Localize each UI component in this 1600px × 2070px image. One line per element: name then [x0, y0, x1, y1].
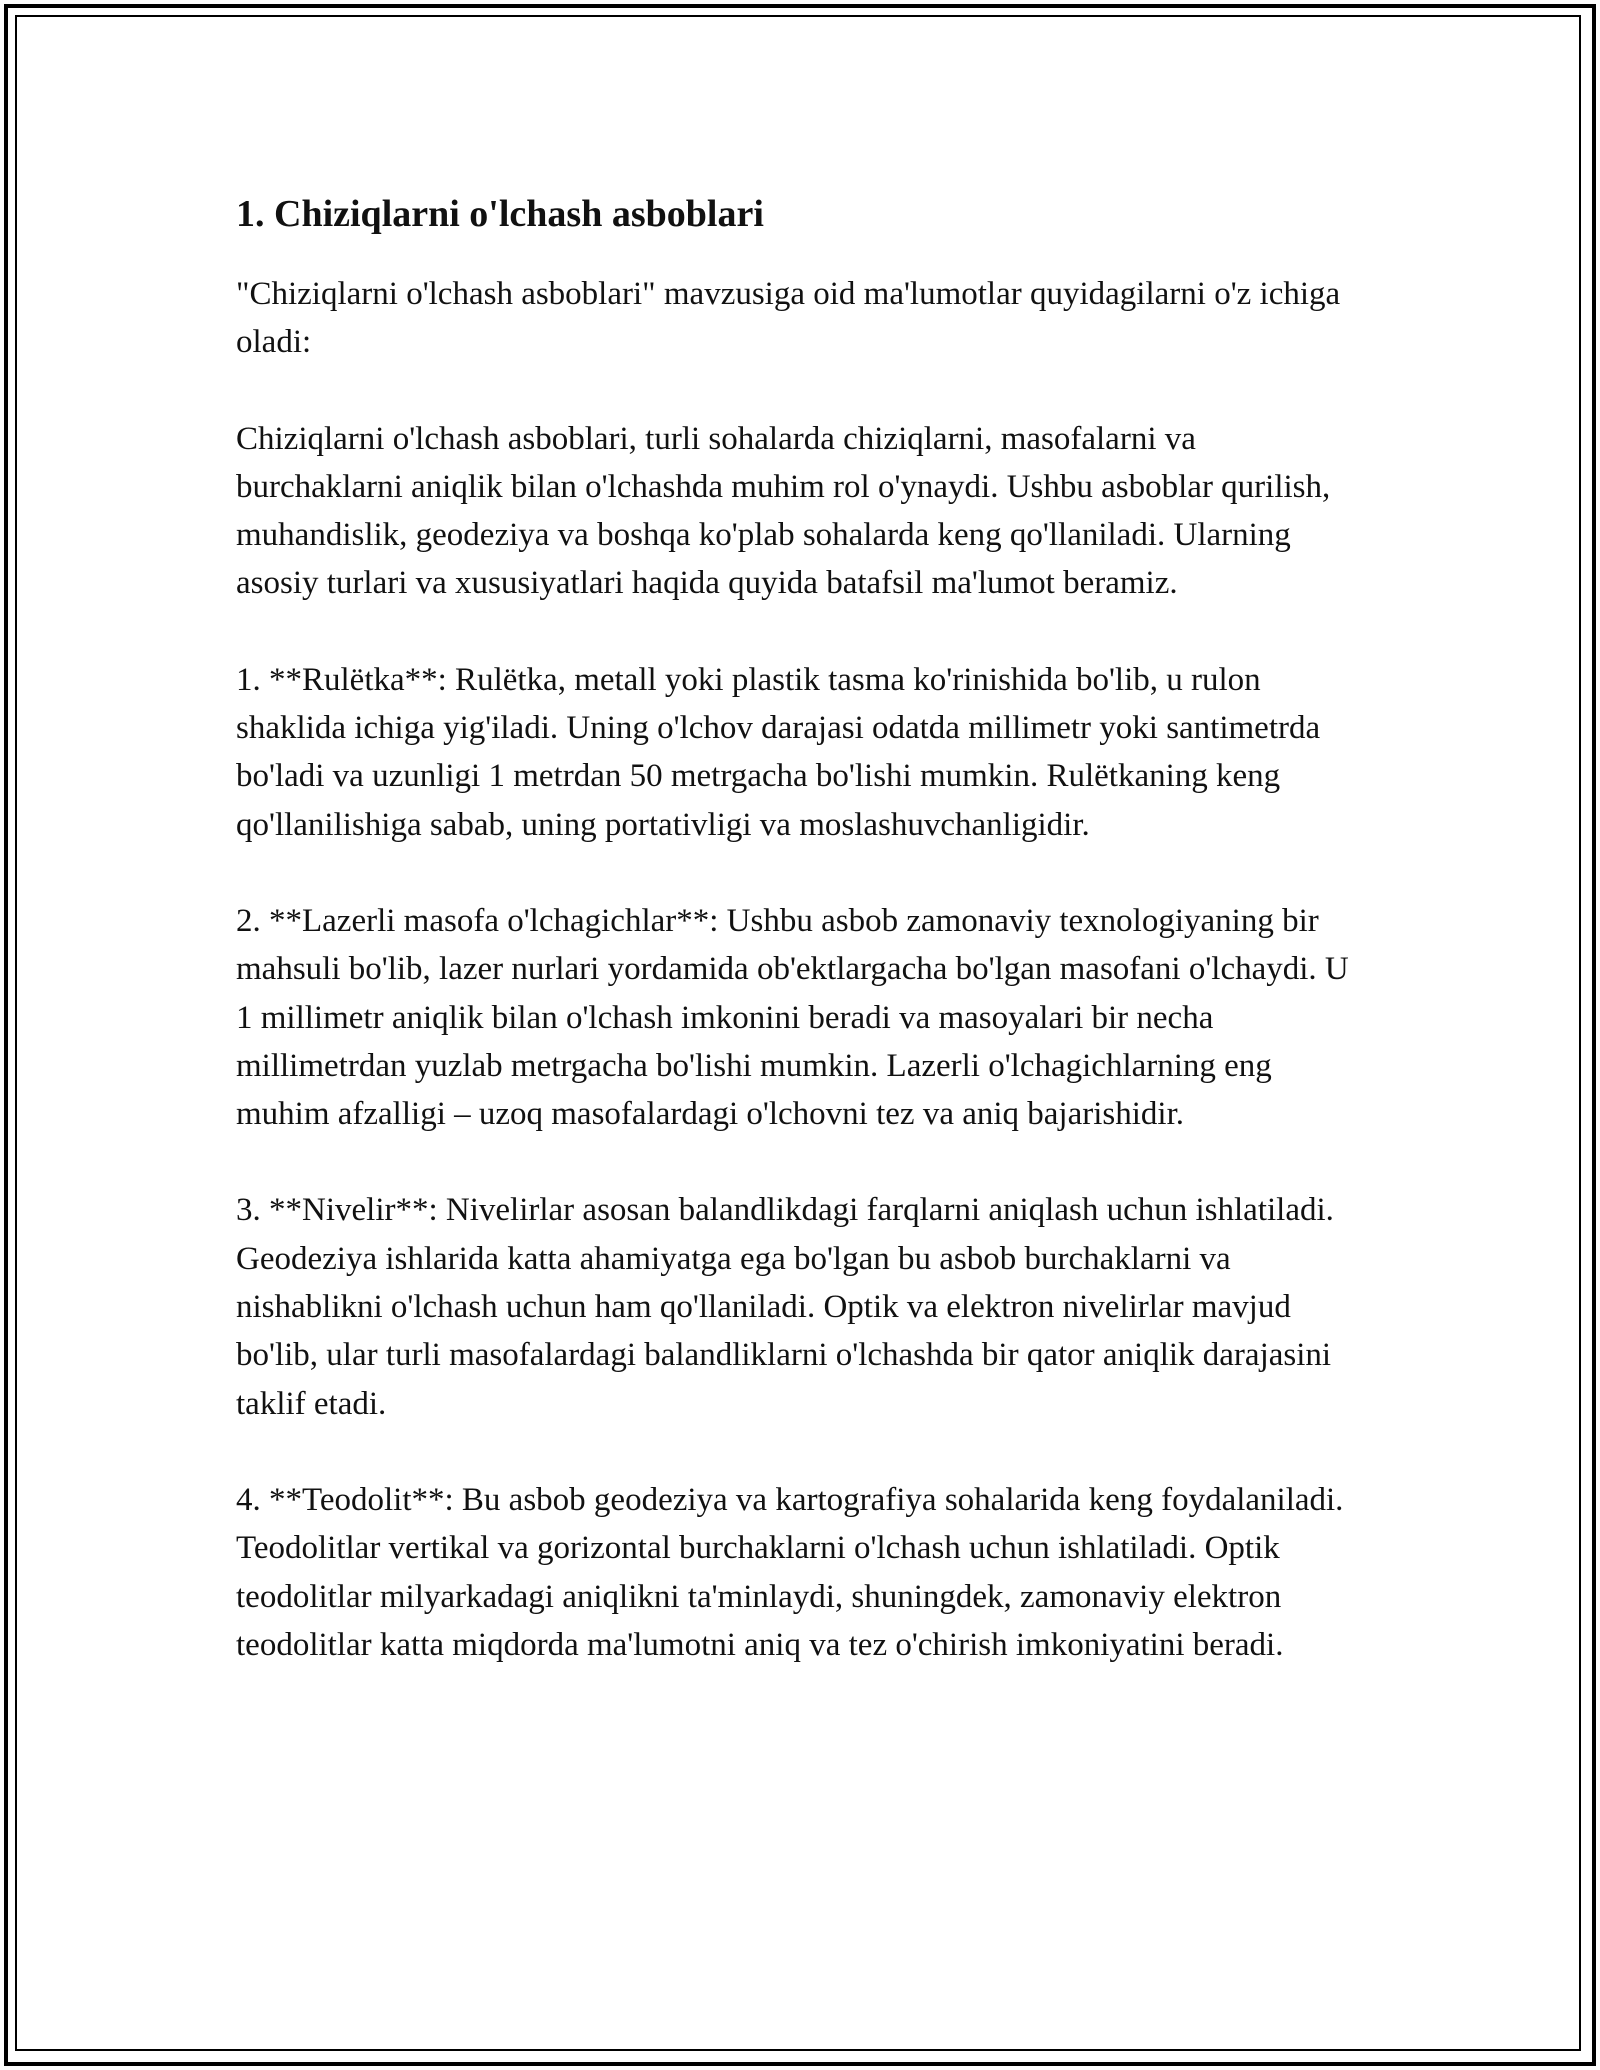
document-title: 1. Chiziqlarni o'lchash asboblari [236, 193, 764, 235]
document-body [236, 186, 1366, 1717]
overview-paragraph: Chiziqlarni o'lchash asboblari, turli sohalarda chiziqlarni, masofalarni va burchaklarni aniqlik bilan o'lchashda muhim rol o'ynaydi. Ushbu asboblar qurilish, muhandislik, geodeziya va boshqa ko'plab sohalarda keng qo'llaniladi. Ularning asosiy turlari va xususiyatlari haqida quyida batafsil ma'lumot beramiz. [236, 420, 1331, 602]
item-nivelir-paragraph: 3. **Nivelir**: Nivelirlar asosan balandlikdagi farqlarni aniqlash uchun ishlatiladi. Geodeziya ishlarida katta ahamiyatga ega bo'lgan bu asbob burchaklarni va nishablikni o'lchash uchun ham qo'llaniladi. Optik va elektron nivelirlar mavjud bo'lib, ular turli masofalardagi balandliklarni o'lchashda bir qator aniqlik darajasini taklif etadi. [236, 1192, 1334, 1422]
intro-paragraph: "Chiziqlarni o'lchash asboblari" mavzusiga oid ma'lumotlar quyidagilarni o'z ichiga oladi: [236, 276, 1341, 361]
item-ruletka-paragraph: 1. **Rulëtka**: Rulëtka, metall yoki plastik tasma ko'rinishida bo'lib, u rulon shaklida ichiga yig'iladi. Uning o'lchov darajasi odatda millimetr yoki santimetrda bo'ladi va uzunligi 1 metrdan 50 metrgacha bo'lishi mumkin. Rulëtkaning keng qo'llanilishiga sabab, uning portativligi va moslashuvchanligidir. [236, 661, 1321, 843]
item-laser-meter-paragraph: 2. **Lazerli masofa o'lchagichlar**: Ushbu asbob zamonaviy texnologiyaning bir mahsuli bo'lib, lazer nurlari yordamida ob'ektlargacha bo'lgan masofani o'lchaydi. U 1 millimetr aniqlik bilan o'lchash imkonini beradi va masoyalari bir necha millimetrdan yuzlab metrgacha bo'lishi mumkin. Lazerli o'lchagichlarning eng muhim afzalligi – uzoq masofalardagi o'lchovni tez va aniq bajarishidir. [236, 902, 1349, 1133]
item-teodolit-paragraph: 4. **Teodolit**: Bu asbob geodeziya va kartografiya sohalarida keng foydalaniladi. Teodolitlar vertikal va gorizontal burchaklarni o'lchash uchun ishlatiladi. Optik teodolitlar milyarkadagi aniqlikni ta'minlaydi, shuningdek, zamonaviy elektron teodolitlar katta miqdorda ma'lumotni aniq va tez o'chirish imkoniyatini beradi. [236, 1481, 1344, 1663]
